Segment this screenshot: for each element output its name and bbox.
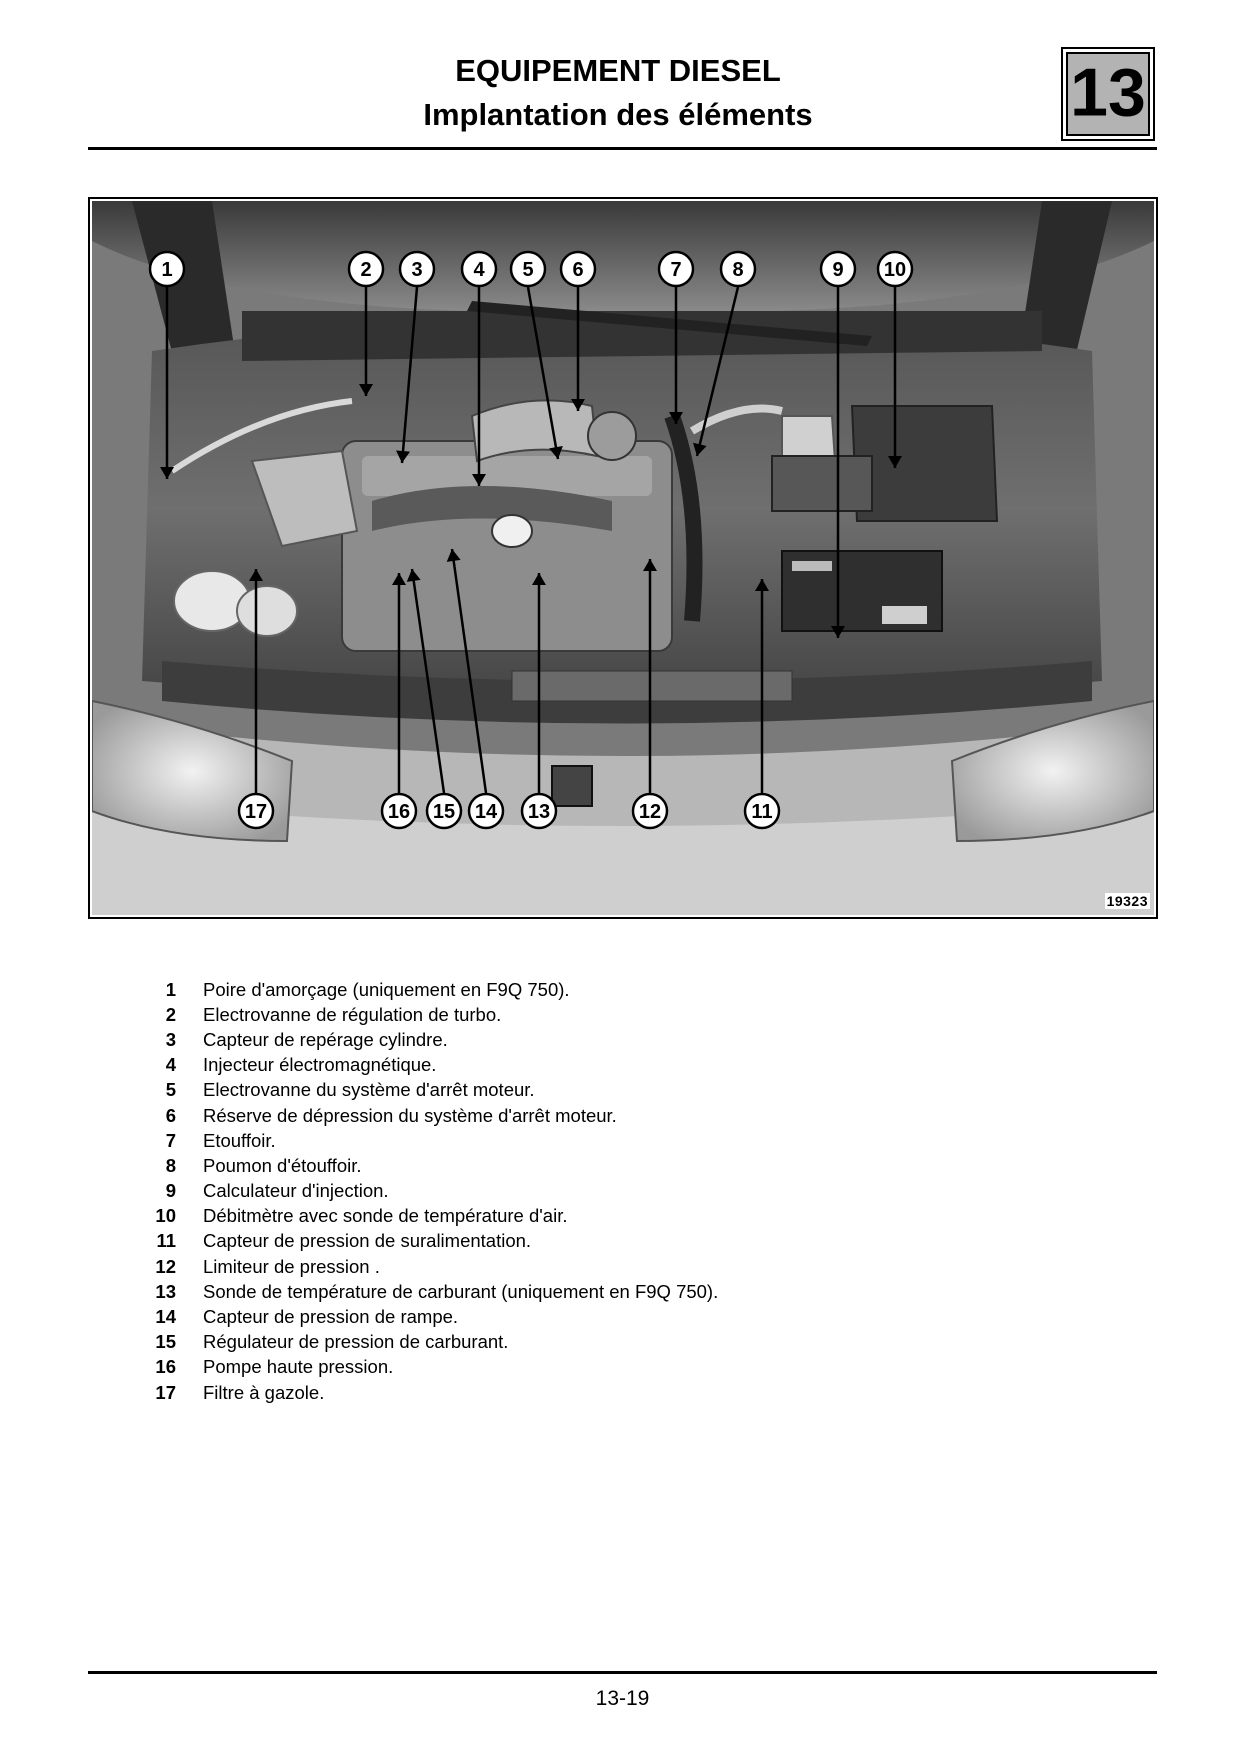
legend-description: Capteur de pression de rampe. [203,1306,459,1328]
legend-number: 1 [165,978,176,1000]
legend-description: Poire d'amorçage (uniquement en F9Q 750). [203,978,570,1000]
legend-item [140,1128,1040,1153]
engine-bay-figure [88,197,1158,919]
callout-label: 12 [638,801,662,823]
legend-number: 17 [155,1381,176,1403]
callout-label: 6 [572,259,584,281]
callout-label: 10 [883,259,907,281]
legend-item [140,1229,1040,1254]
legend-number: 14 [155,1306,176,1328]
callout-label: 9 [832,259,844,281]
callout-label: 16 [387,801,411,823]
legend-number: 11 [156,1230,176,1252]
chapter-badge [1061,47,1155,141]
legend-item [140,1355,1040,1380]
legend-item [140,1204,1040,1229]
legend-item [140,1279,1040,1304]
legend-description: Filtre à gazole. [203,1381,325,1403]
callout-label: 7 [670,259,682,281]
legend-number: 2 [165,1003,176,1025]
legend-description: Injecteur électromagnétique. [203,1054,437,1076]
legend-item [140,1304,1040,1329]
callout-label: 1 [161,259,173,281]
legend-description: Capteur de repérage cylindre. [203,1028,448,1050]
legend-item [140,1330,1040,1355]
legend-item [140,1153,1040,1178]
page-number: 13-19 [595,1687,650,1710]
legend-number: 3 [165,1028,176,1050]
callout-label: 8 [732,259,744,281]
chapter-number: 13 [1070,54,1146,131]
legend-description: Electrovanne du système d'arrêt moteur. [203,1079,535,1101]
callout-label: 15 [432,801,456,823]
callout-label: 5 [522,259,534,281]
legend-item [140,1254,1040,1279]
figure-id: 19323 [1106,893,1148,909]
legend-number: 10 [155,1205,176,1227]
legend-number: 6 [165,1104,176,1126]
callout-label: 4 [473,259,485,281]
legend-item [140,1380,1040,1405]
legend-number: 15 [155,1331,176,1353]
legend-number: 8 [165,1154,176,1176]
legend-item [140,1002,1040,1027]
callout-label: 11 [751,801,773,823]
legend-description: Débitmètre avec sonde de température d'air. [203,1205,568,1227]
legend-number: 9 [165,1180,176,1202]
page-title: EQUIPEMENT DIESEL [455,53,781,88]
legend-item [140,1078,1040,1103]
legend-description: Pompe haute pression. [203,1356,394,1378]
engine-bay-illustration [92,201,1154,915]
legend-number: 5 [165,1079,176,1101]
page-subtitle: Implantation des éléments [423,97,813,132]
callout-label: 14 [474,801,498,823]
legend-description: Régulateur de pression de carburant. [203,1331,509,1353]
component-legend [140,977,1040,1405]
callout-label: 3 [411,259,423,281]
legend-number: 12 [155,1255,176,1277]
legend-number: 4 [165,1054,176,1076]
header-divider [88,147,1157,150]
legend-description: Capteur de pression de suralimentation. [203,1230,532,1252]
legend-number: 13 [155,1280,176,1302]
legend-number: 7 [165,1129,176,1151]
legend-description: Sonde de température de carburant (uniquement en F9Q 750). [203,1280,719,1302]
legend-description: Etouffoir. [203,1129,276,1151]
callout-label: 17 [244,801,268,823]
legend-item [140,1053,1040,1078]
callout-label: 13 [527,801,551,823]
legend-item [140,1179,1040,1204]
legend-item [140,1103,1040,1128]
callout-label: 2 [360,259,372,281]
legend-description: Limiteur de pression . [203,1255,380,1277]
legend-description: Electrovanne de régulation de turbo. [203,1003,502,1025]
legend-description: Réserve de dépression du système d'arrêt moteur. [203,1104,617,1126]
legend-description: Calculateur d'injection. [203,1180,389,1202]
footer-divider [88,1671,1157,1674]
legend-item [140,977,1040,1002]
legend-number: 16 [155,1356,176,1378]
legend-item [140,1027,1040,1052]
legend-description: Poumon d'étouffoir. [203,1154,362,1176]
